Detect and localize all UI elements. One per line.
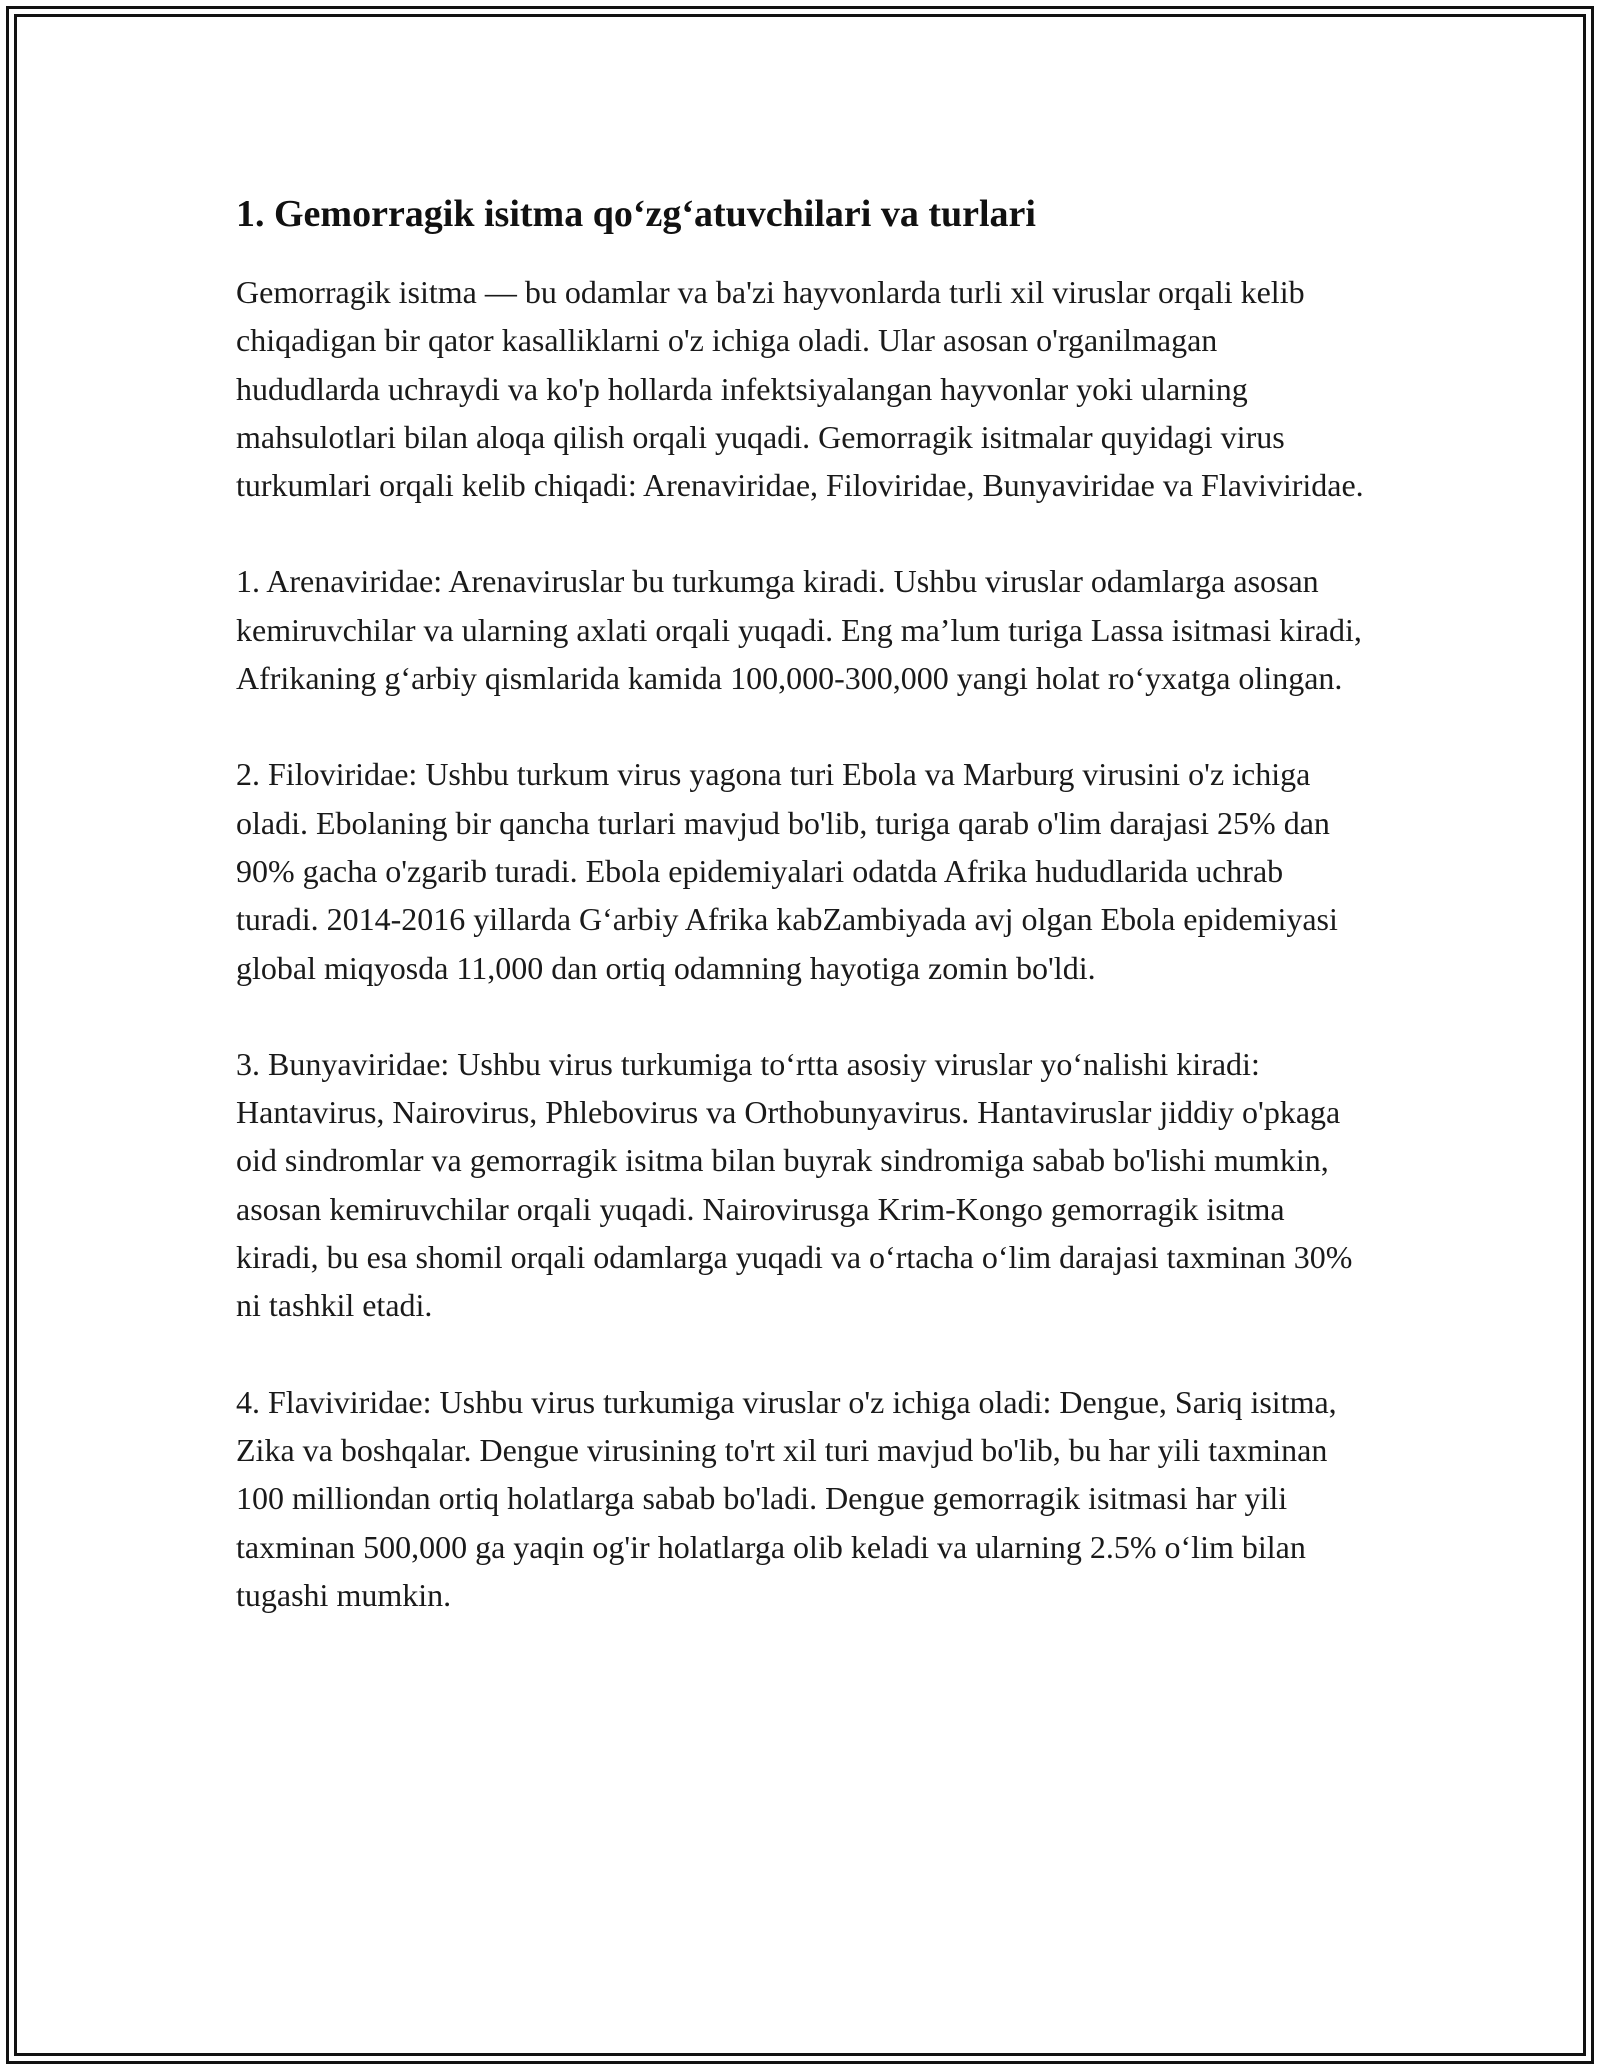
paragraph-flaviviridae: 4. Flaviviridae: Ushbu virus turkumiga viruslar o'z ichiga oladi: Dengue, Sariq isitma, Zika va boshqalar. Dengue virusining to'rt xil turi mavjud bo'lib, bu har yili taxminan 100 milliondan ortiq holatlarga sabab bo'ladi. Dengue gemorragik isitmasi har yili taxminan 500,000 ga yaqin og'ir holatlarga olib keladi va ularning 2.5% o‘lim bilan tugashi mumkin. [236,1383,1337,1613]
paragraph-arenaviridae: 1. Arenaviridae: Arenaviruslar bu turkumga kiradi. Ushbu viruslar odamlarga asosan kemiruvchilar va ularning axlati orqali yuqadi. Eng ma’lum turiga Lassa isitmasi kiradi, Afrikaning g‘arbiy qismlarida kamida 100,000-300,000 yangi holat ro‘yxatga olingan. [236,563,1362,697]
paragraph-intro: Gemorragik isitma — bu odamlar va ba'zi hayvonlarda turli xil viruslar orqali kelib chiqadigan bir qator kasalliklarni o'z ichiga oladi. Ular asosan o'rganilmagan hududlarda uchraydi va ko'p hollarda infektsiyalangan hayvonlar yoki ularning mahsulotlari bilan aloqa qilish orqali yuqadi. Gemorragik isitmalar quyidagi virus turkumlari orqali kelib chiqadi: Arenaviridae, Filoviridae, Bunyaviridae va Flaviviridae. [236,274,1364,504]
paragraph-bunyaviridae: 3. Bunyaviridae: Ushbu virus turkumiga to‘rtta asosiy viruslar yo‘nalishi kiradi: Hantavirus, Nairovirus, Phlebovirus va Orthobunyavirus. Hantaviruslar jiddiy o'pkaga oid sindromlar va gemorragik isitma bilan buyrak sindromiga sabab bo'lishi mumkin, asosan kemiruvchilar orqali yuqadi. Nairovirusga Krim-Kongo gemorragik isitma kiradi, bu esa shomil orqali odamlarga yuqadi va o‘rtacha o‘lim darajasi taxminan 30% ni tashkil etadi. [236,1045,1353,1324]
document-body [236,188,1366,1619]
document-title: 1. Gemorragik isitma qo‘zg‘atuvchilari va turlari [236,193,1036,235]
paragraph-filoviridae: 2. Filoviridae: Ushbu turkum virus yagona turi Ebola va Marburg virusini o'z ichiga oladi. Ebolaning bir qancha turlari mavjud bo'lib, turiga qarab o'lim darajasi 25% dan 90% gacha o'zgarib turadi. Ebola epidemiyalari odatda Afrika hududlarida uchrab turadi. 2014-2016 yillarda G‘arbiy Afrika kabZambiyada avj olgan Ebola epidemiyasi global miqyosda 11,000 dan ortiq odamning hayotiga zomin bo'ldi. [236,756,1338,986]
